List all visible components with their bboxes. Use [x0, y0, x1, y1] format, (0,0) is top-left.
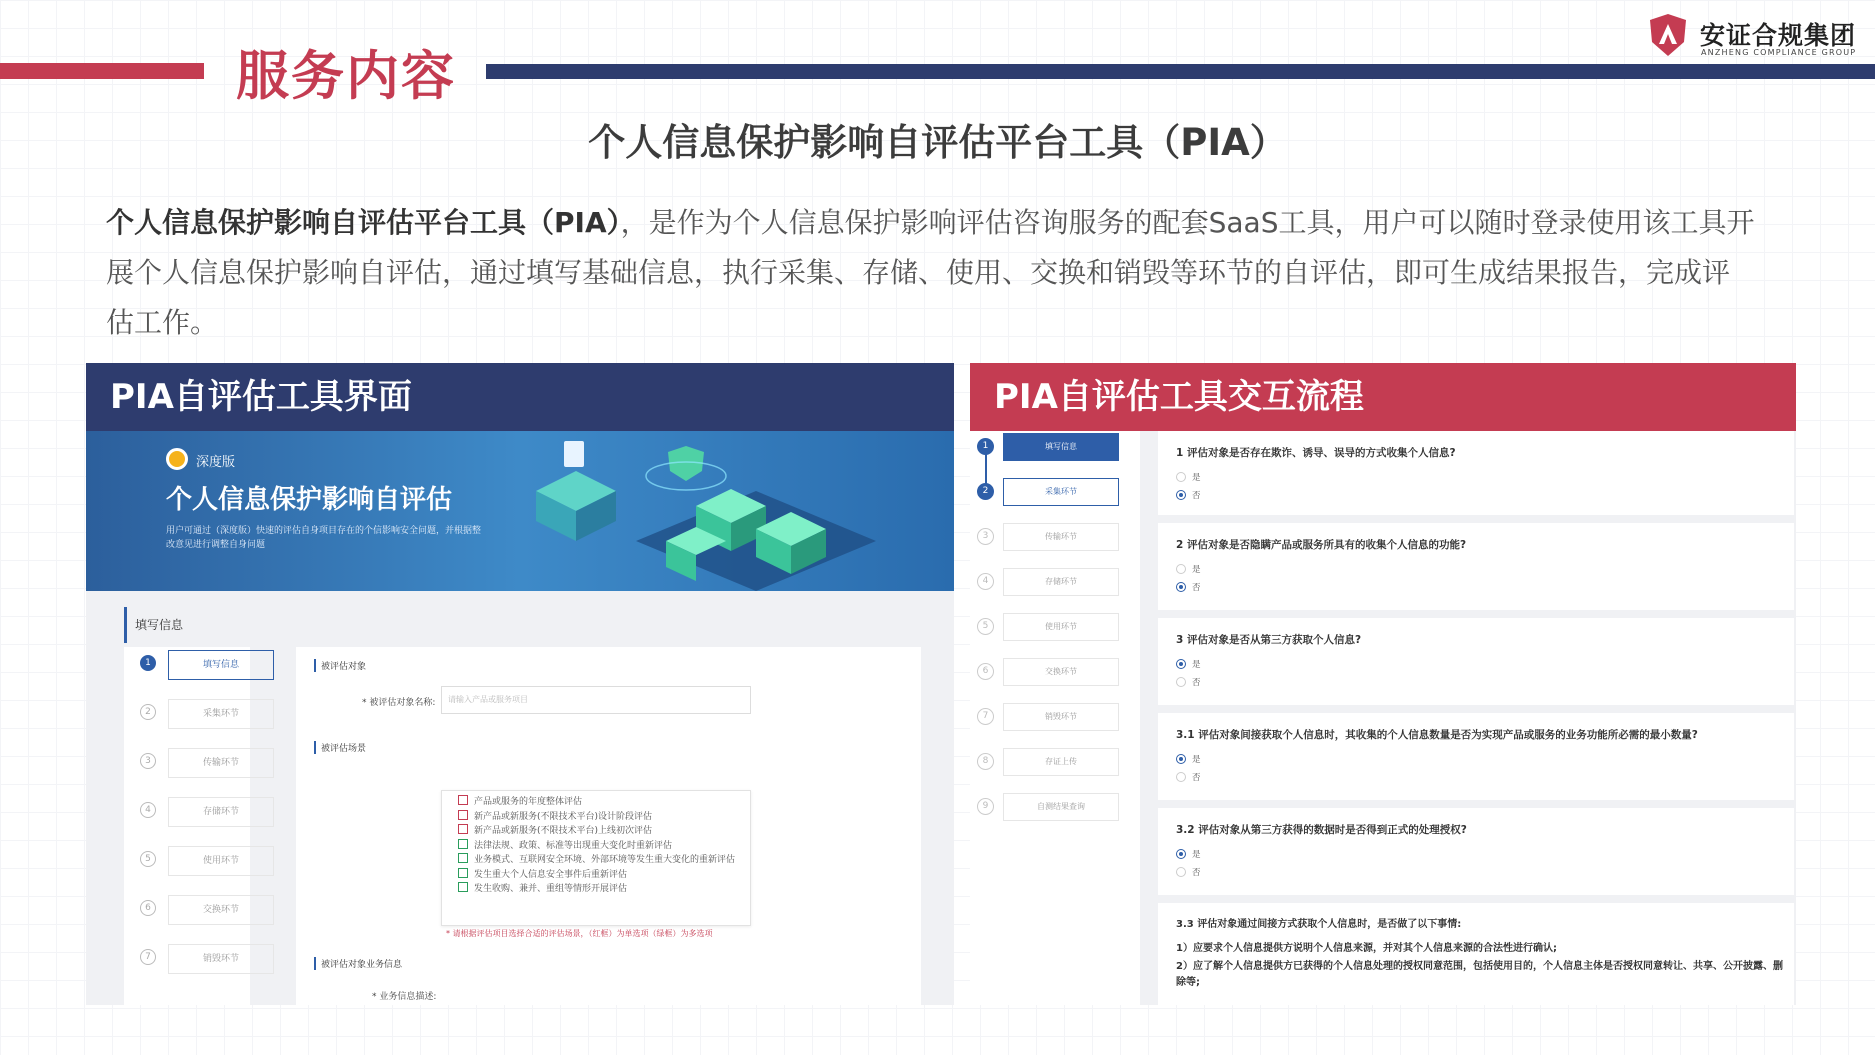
shield-logo-icon	[1646, 12, 1690, 58]
radio-icon[interactable]	[1176, 754, 1186, 764]
checkbox-icon[interactable]	[458, 853, 468, 863]
section-scenario: 被评估场景	[314, 741, 366, 754]
radio-icon[interactable]	[1176, 472, 1186, 482]
rstep-storage[interactable]: 4 存储环节	[970, 566, 1140, 596]
checkbox-icon[interactable]	[458, 810, 468, 820]
intro-paragraph	[106, 198, 1756, 348]
question-3-1: 3.1 评估对象间接获取个人信息时，其收集的个人信息数量是否为实现产品或服务的业务功能所必需的最小数量? 是 否	[1158, 713, 1794, 808]
option-no[interactable]: 否	[1176, 489, 1201, 501]
radio-icon[interactable]	[1176, 849, 1186, 859]
option-no[interactable]: 否	[1176, 866, 1201, 878]
option-no[interactable]: 否	[1176, 676, 1201, 688]
rstep-fill-info[interactable]: 1 填写信息	[970, 431, 1140, 461]
rstep-exchange[interactable]: 6 交换环节	[970, 656, 1140, 686]
scenario-option[interactable]: 新产品或新服务(不限技术平台)上线初次评估	[458, 824, 750, 839]
intro-bold: 个人信息保护影响自评估平台工具（PIA）	[106, 206, 621, 239]
target-name-input[interactable]: 请输入产品或服务项目	[441, 686, 751, 714]
intro-text: ，是作为个人信息保护影响评估咨询服务的配套SaaS工具，用户可以随时登录使用该工具开展个人信息保护影响自评估，通过填写基础信息，执行采集、存储、使用、交换和销毁等环节的自评估，即可生成结果报告，完成评估工作。	[106, 206, 1755, 339]
scenario-option[interactable]: 业务模式、互联网安全环境、外部环境等发生重大变化的重新评估	[458, 853, 750, 868]
right-steps-sidebar	[970, 431, 1140, 1005]
question-list	[1158, 431, 1794, 1005]
radio-icon[interactable]	[1176, 677, 1186, 687]
scenario-option[interactable]: 法律法规、政策、标准等出现重大变化时重新评估	[458, 839, 750, 854]
header-accent-bar-right	[486, 64, 1875, 79]
banner-title: 个人信息保护影响自评估	[166, 485, 453, 515]
business-desc-label: * 业务信息描述:	[372, 992, 437, 1002]
rstep-collection[interactable]: 2 采集环节	[970, 476, 1140, 506]
question-3-2: 3.2 评估对象从第三方获得的数据时是否得到正式的处理授权? 是 否	[1158, 808, 1794, 903]
target-name-label: * 被评估对象名称:	[362, 698, 436, 708]
form-area	[86, 591, 954, 1005]
scenario-option[interactable]: 发生收购、兼并、重组等情形开展评估	[458, 882, 750, 897]
app-banner	[86, 431, 954, 591]
checkbox-icon[interactable]	[458, 882, 468, 892]
step-storage[interactable]: 4 存储环节	[124, 794, 250, 824]
scenario-option[interactable]: 新产品或新服务(不限技术平台)设计阶段评估	[458, 810, 750, 825]
option-yes[interactable]: 是	[1176, 753, 1201, 765]
banner-description: 用户可通过（深度版）快速的评估自身项目存在的个信影响安全问题，并根据整改意见进行调整自身问题	[166, 526, 482, 550]
edition-label: 深度版	[196, 455, 236, 470]
logo-text-cn: 安证合规集团	[1700, 21, 1857, 50]
right-panel-title: PIA自评估工具交互流程	[970, 363, 1796, 431]
rstep-transmission[interactable]: 3 传输环节	[970, 521, 1140, 551]
option-yes[interactable]: 是	[1176, 563, 1201, 575]
left-panel-title: PIA自评估工具界面	[86, 363, 954, 431]
option-no[interactable]: 否	[1176, 771, 1201, 783]
step-exchange[interactable]: 6 交换环节	[124, 892, 250, 922]
right-panel-interaction-flow	[970, 363, 1796, 1005]
question-3-3: 3.3 评估对象通过间接方式获取个人信息时，是否做了以下事情: 1）应要求个人信息提供方说明个人信息来源，并对其个人信息来源的合法性进行确认; 2）应了解个人信息提供方已获得的个人信息处理的授权同意范围，包括使用目的，个人信息主体是否授权同意转让、共享、公开披露、删除等;	[1176, 919, 1783, 988]
checkbox-icon[interactable]	[458, 795, 468, 805]
rstep-result-query[interactable]: 9 自测结果查询	[970, 791, 1140, 821]
question-1: 1 评估对象是否存在欺诈、诱导、误导的方式收集个人信息? 是 否	[1158, 431, 1794, 523]
edition-badge-icon	[166, 448, 188, 470]
header-accent-bar-left	[0, 63, 204, 79]
step-fill-info[interactable]: 1 填写信息	[124, 647, 250, 677]
left-panel-ui-screenshot	[86, 363, 954, 1005]
section-business: 被评估对象业务信息	[314, 957, 402, 970]
option-yes[interactable]: 是	[1176, 848, 1201, 860]
page-title: 服务内容	[236, 46, 456, 107]
option-yes[interactable]: 是	[1176, 658, 1201, 670]
radio-icon[interactable]	[1176, 490, 1186, 500]
radio-icon[interactable]	[1176, 659, 1186, 669]
step-destruction[interactable]: 7 销毁环节	[124, 941, 250, 971]
option-no[interactable]: 否	[1176, 581, 1201, 593]
option-yes[interactable]: 是	[1176, 471, 1201, 483]
form-header: 填写信息	[124, 607, 183, 643]
logo-text-en: ANZHENG COMPLIANCE GROUP	[1701, 48, 1857, 57]
checkbox-icon[interactable]	[458, 824, 468, 834]
checkbox-icon[interactable]	[458, 839, 468, 849]
step-transmission[interactable]: 3 传输环节	[124, 745, 250, 775]
form-main	[296, 647, 921, 1005]
radio-icon[interactable]	[1176, 867, 1186, 877]
rstep-usage[interactable]: 5 使用环节	[970, 611, 1140, 641]
section-target: 被评估对象	[314, 659, 366, 672]
rstep-evidence-upload[interactable]: 8 存证上传	[970, 746, 1140, 776]
scenario-checklist	[441, 790, 751, 926]
left-steps-sidebar	[124, 647, 250, 1005]
scenario-option[interactable]: 发生重大个人信息安全事件后重新评估	[458, 868, 750, 883]
flow-body	[970, 431, 1796, 1005]
step-collection[interactable]: 2 采集环节	[124, 696, 250, 726]
rstep-destruction[interactable]: 7 销毁环节	[970, 701, 1140, 731]
isometric-server-illustration-icon	[516, 431, 954, 591]
scenario-option[interactable]: 产品或服务的年度整体评估	[458, 795, 750, 810]
step-usage[interactable]: 5 使用环节	[124, 843, 250, 873]
section-subtitle: 个人信息保护影响自评估平台工具（PIA）	[588, 121, 1287, 164]
question-3: 3 评估对象是否从第三方获取个人信息? 是 否	[1158, 618, 1794, 713]
radio-icon[interactable]	[1176, 564, 1186, 574]
question-2: 2 评估对象是否隐瞒产品或服务所具有的收集个人信息的功能? 是 否	[1158, 523, 1794, 618]
radio-icon[interactable]	[1176, 582, 1186, 592]
company-logo	[1646, 12, 1866, 58]
scenario-note: * 请根据评估项目选择合适的评估场景，（红框）为单选项（绿框）为多选项	[446, 929, 713, 938]
radio-icon[interactable]	[1176, 772, 1186, 782]
checkbox-icon[interactable]	[458, 868, 468, 878]
